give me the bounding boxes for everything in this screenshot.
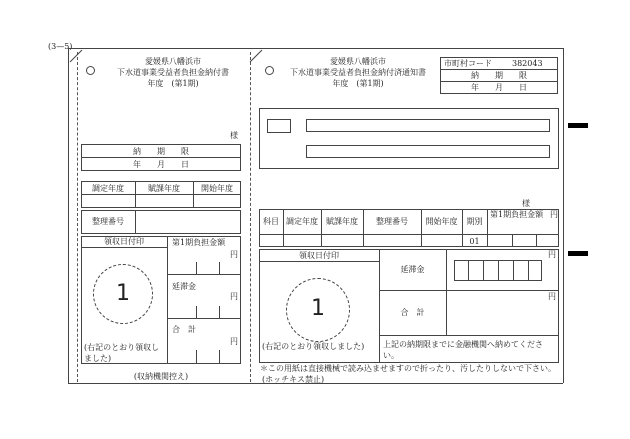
slip1-due-label: 納 期 限 <box>133 147 189 156</box>
corner-tick-left <box>68 48 84 64</box>
form-code: (3—5) <box>48 42 73 51</box>
slip1-yen1: 円 <box>230 250 238 259</box>
slip2-year-period: 年度 (第1期) <box>332 79 384 88</box>
slip1-yen3: 円 <box>230 337 238 346</box>
slip2-col-period: 期別 <box>466 217 483 226</box>
slip2-title: 下水道事業受益者負担金納付済通知書 <box>290 68 426 77</box>
top-border <box>68 48 563 49</box>
slip2-col-first-amount: 第1期負担金額 <box>490 210 544 219</box>
slip2-footer-note2: (ホッチキス禁止) <box>262 375 325 384</box>
slip1-year-period: 年度 (第1期) <box>147 79 199 88</box>
slip1-city: 愛媛県八幡浜市 <box>145 57 201 66</box>
slip1-col-levy-year: 賦課年度 <box>148 184 180 193</box>
slip1-stamp-number: 1 <box>116 281 130 306</box>
slip2-city: 愛媛県八幡浜市 <box>330 57 386 66</box>
timing-mark-bottom <box>568 251 588 256</box>
slip2-postal-box <box>267 119 291 133</box>
slip2-muni-code-label: 市町村コード <box>444 59 492 68</box>
slip1-due-date: 年 月 日 <box>133 160 189 169</box>
slip2-period-value: 01 <box>469 237 480 246</box>
slip1-sama: 様 <box>230 131 238 140</box>
slip2-yen-header: 円 <box>550 210 558 219</box>
slip1-late-fee-label: 延滞金 <box>172 282 196 291</box>
perforation-left <box>77 52 78 382</box>
slip2-total-label: 合 計 <box>400 308 425 317</box>
timing-mark-top <box>568 123 588 128</box>
slip1-receipt-stamp-label: 領収日付印 <box>104 237 144 246</box>
slip2-col-ref-no: 整理番号 <box>376 217 408 226</box>
punch-hole-1 <box>86 66 95 75</box>
slip2-col-start-year: 開始年度 <box>425 217 458 226</box>
slip2-address-line <box>306 119 550 132</box>
slip1-total-label: 合 計 <box>172 325 196 334</box>
slip1-col-assess-year: 調定年度 <box>92 184 124 193</box>
slip1-received-note: (右記のとおり領収し ました) <box>84 343 160 363</box>
punch-hole-2 <box>265 66 274 75</box>
slip2-received-note: (右記のとおり領収しました) <box>262 342 365 351</box>
slip2-col-assess-year: 調定年度 <box>286 217 318 226</box>
slip2-name-line <box>306 145 550 158</box>
slip2-footer-note1: ＊この用紙は直接機械で読み込ませますので折ったり、汚したりしないで下さい。 <box>260 364 556 373</box>
slip1-first-amount-label: 第1期負担金額 <box>172 238 226 247</box>
slip2-col-subject: 科目 <box>263 217 279 226</box>
slip1-copy-label: (収納機関控え) <box>133 372 189 381</box>
slip2-col-levy-year: 賦課年度 <box>326 217 358 226</box>
slip1-ref-label: 整理番号 <box>92 217 124 226</box>
left-border <box>68 48 69 383</box>
slip2-late-fee-label: 延滞金 <box>400 265 425 274</box>
slip2-address-area <box>259 108 559 169</box>
slip2-stamp-number: 1 <box>311 296 325 321</box>
right-border <box>563 48 564 383</box>
slip2-due-date: 年 月 日 <box>471 83 527 92</box>
slip1-title: 下水道事業受益者負担金納付書 <box>117 68 229 77</box>
slip2-muni-code: 382043 <box>512 59 543 68</box>
slip2-receipt-stamp-label: 領収日付印 <box>299 251 339 260</box>
slip1-yen2: 円 <box>230 292 238 301</box>
perforation-middle <box>250 52 251 382</box>
slip2-yen-total: 円 <box>548 292 556 301</box>
slip2-due-label: 納 期 限 <box>471 71 527 80</box>
slip1-col-start-year: 開始年度 <box>201 184 233 193</box>
slip2-yen-late: 円 <box>548 250 556 259</box>
slip2-sama: 様 <box>522 199 530 208</box>
slip2-due-note: 上記の納期限までに金融機関へ納めてください。 <box>383 340 543 360</box>
corner-tick-middle <box>248 48 264 64</box>
